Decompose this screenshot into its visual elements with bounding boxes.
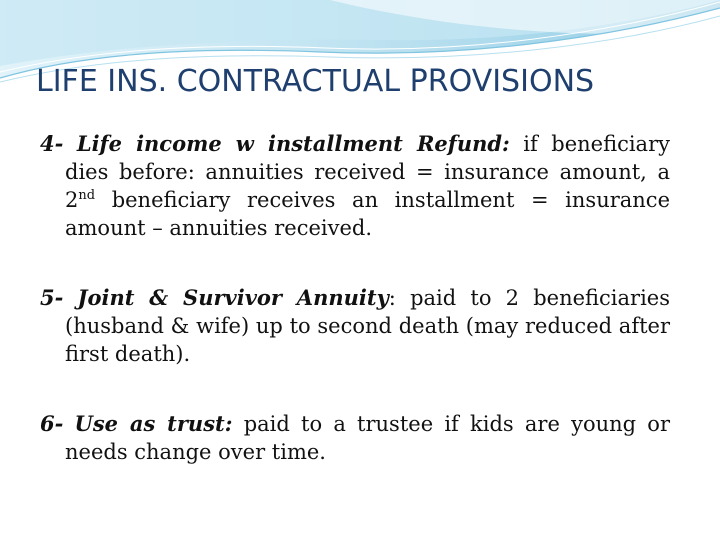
slide-title: LIFE INS. CONTRACTUAL PROVISIONS <box>36 64 595 99</box>
item-text: paid to a trustee if kids are young or needs change over time. <box>65 412 670 464</box>
item-superscript: nd <box>78 188 96 203</box>
content-body <box>40 130 670 508</box>
item-number: 5- <box>40 285 64 310</box>
item-text: : paid to 2 beneficiaries (husband & wife) up to second death (may reduced after first death). <box>65 286 670 366</box>
list-item <box>40 410 670 466</box>
list-item <box>40 284 670 368</box>
item-text-continued: beneficiary receives an installment = insurance amount – annuities received. <box>65 188 671 240</box>
item-heading: Life income w installment Refund: <box>76 131 510 156</box>
item-text: if beneficiary dies before: annuities received = insurance amount, a 2 <box>65 132 670 212</box>
item-number: 6- <box>40 411 64 436</box>
item-heading: Use as trust: <box>74 411 233 436</box>
item-number: 4- <box>40 131 64 156</box>
item-heading: Joint & Survivor Annuity <box>77 285 389 310</box>
list-item <box>40 130 670 242</box>
